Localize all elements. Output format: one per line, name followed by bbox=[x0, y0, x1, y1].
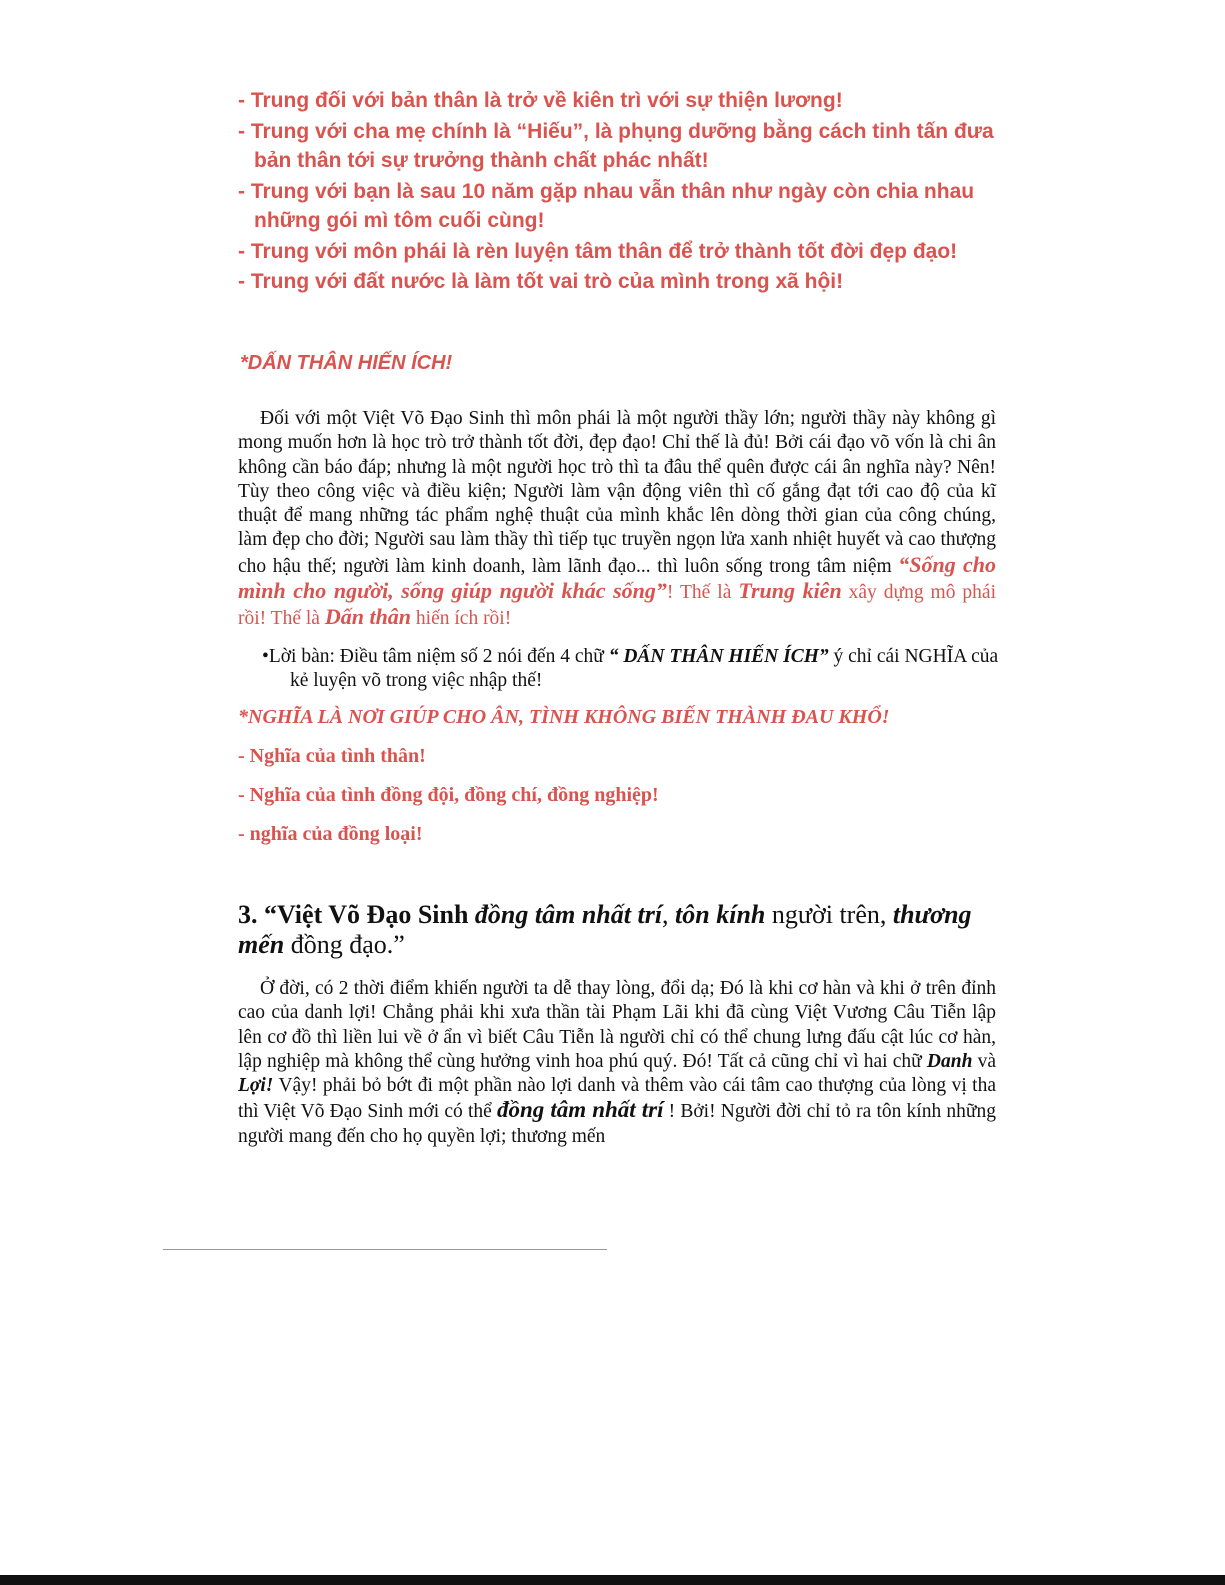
page-bottom-border bbox=[0, 1575, 1225, 1585]
danh-term: Danh bbox=[926, 1050, 973, 1072]
paragraph-dan-than: Đối với một Việt Võ Đạo Sinh thì môn phái là một người thầy lớn; người thầy này không gì mong muốn hơn là học trò trở thành tốt đời, đẹp đạo! Chỉ thế là đủ! Bởi cái đạo võ vốn là chi ân không cần báo đáp; nhưng là một người học trò thì ta đâu thể quên được cái ân nghĩa này? Nên! Tùy theo công việc và điều kiện; Người làm vận động viên thì cố gắng đạt tới cao độ của kĩ thuật để mang những tác phẩm nghệ thuật của mình khắc lên dòng thời gian của công chúng, làm đẹp cho đời; Người sau làm thầy thì tiếp tục truyền ngọn lửa xanh nhiệt huyết và cao thượng cho hậu thế; người làm kinh doanh, làm lãnh đạo... thì luôn sống trong tâm niệm “Sống cho mình cho người, sống giúp người khác sống”! Thế là Trung kiên xây dựng mô phái rồi! Thế là Dấn thân hiến ích rồi! bbox=[238, 408, 996, 630]
bullet-quote: “ DẤN THÂN HIẾN ÍCH” bbox=[608, 646, 829, 667]
loyalty-item-school: - Trung với môn phái là rèn luyện tâm thân để trở thành tốt đời đẹp đạo! bbox=[238, 239, 958, 263]
commentary-bullet: •Lời bàn: Điều tâm niệm số 2 nói đến 4 chữ “ DẤN THÂN HIẾN ÍCH” ý chỉ cái NGHĨA của kẻ luyện võ trong việc nhập thế! bbox=[262, 646, 999, 691]
nghia-heading: *NGHĨA LÀ NƠI GIÚP CHO ÂN, TÌNH KHÔNG BIẾN THÀNH ĐAU KHỔ! bbox=[238, 706, 890, 728]
loi-term: Lợi! bbox=[238, 1075, 274, 1097]
loyalty-item-country: - Trung với đất nước là làm tốt vai trò của mình trong xã hội! bbox=[238, 270, 844, 293]
loyalty-item-self: - Trung đối với bản thân là trở về kiên trì với sự thiện lương! bbox=[238, 89, 843, 112]
dan-than-term: Dấn thân bbox=[324, 604, 412, 630]
paragraph-section-3: Ở đời, có 2 thời điểm khiến người ta dễ thay lòng, đổi dạ; Đó là khi cơ hàn và khi ở trên đỉnh cao của danh lợi! Chẳng phải khi xưa thần tài Phạm Lãi khi đã cùng Việt Vương Câu Tiễn lập lên cơ đồ thì liền lui về ở ẩn vì biết Câu Tiễn là người chỉ có thể chung lưng đấu cật lúc cơ hàn, lập nghiệp mà không thể cùng hưởng vinh hoa phú quý. Đó! Tất cả cũng chỉ vì hai chữ Danh và Lợi! Vậy! phải bỏ bớt đi một phần nào lợi danh và thêm vào cái tâm cao thượng của lòng vị tha thì Việt Võ Đạo Sinh mới có thể đồng tâm nhất trí ! Bởi! Người đời chỉ tỏ ra tôn kính những người mang đến cho họ quyền lợi; thương mến bbox=[238, 978, 997, 1147]
nghia-item-family: - Nghĩa của tình thân! bbox=[238, 745, 426, 767]
trung-kien-term: Trung kiên bbox=[738, 578, 842, 604]
paragraph-dan-than-text: Đối với một Việt Võ Đạo Sinh thì môn phái là một người thầy lớn; người thầy này không gì mong muốn hơn là học trò trở thành tốt đời, đẹp đạo! Chỉ thế là đủ! Bởi cái đạo võ vốn là chi ân không cần báo đáp; nhưng là một người học trò thì ta đâu thể quên được cái ân nghĩa này? Nên! Tùy theo công việc và điều kiện; Người làm vận động viên thì cố gắng đạt tới cao độ của kĩ thuật để mang những tác phẩm nghệ thuật của mình khắc lên dòng thời gian của công chúng, làm đẹp cho đời; Người sau làm thầy thì tiếp tục truyền ngọn lửa xanh nhiệt huyết và cao thượng cho hậu thế; người làm kinh doanh, làm lãnh đạo... thì luôn sống trong tâm niệm bbox=[238, 408, 996, 577]
dan-than-heading: *DẤN THÂN HIẾN ÍCH! bbox=[240, 352, 453, 374]
nghia-item-colleagues: - Nghĩa của tình đồng đội, đồng chí, đồng nghiệp! bbox=[238, 784, 659, 806]
footnote-separator bbox=[163, 1249, 607, 1250]
dong-tam-term: đồng tâm nhất trí bbox=[497, 1097, 664, 1123]
nghia-item-humanity: - nghĩa của đồng loại! bbox=[238, 823, 423, 845]
loyalty-item-friends: - Trung với bạn là sau 10 năm gặp nhau vẫn thân như ngày còn chia nhau những gói mì tôm cuối cùng! bbox=[238, 179, 975, 232]
loyalty-item-parents: - Trung với cha mẹ chính là “Hiếu”, là phụng dưỡng bằng cách tinh tấn đưa bản thân tới sự trưởng thành chất phác nhất! bbox=[238, 119, 994, 172]
section-3-heading: 3. “Việt Võ Đạo Sinh đồng tâm nhất trí, tôn kính người trên, thương mến đồng đạo.” bbox=[238, 900, 972, 959]
loyalty-list bbox=[238, 86, 998, 298]
bullet-dot-icon: • bbox=[262, 646, 269, 667]
quote-song-cho-minh: “Sống cho mình cho người, sống giúp người khác sống” bbox=[238, 551, 996, 604]
